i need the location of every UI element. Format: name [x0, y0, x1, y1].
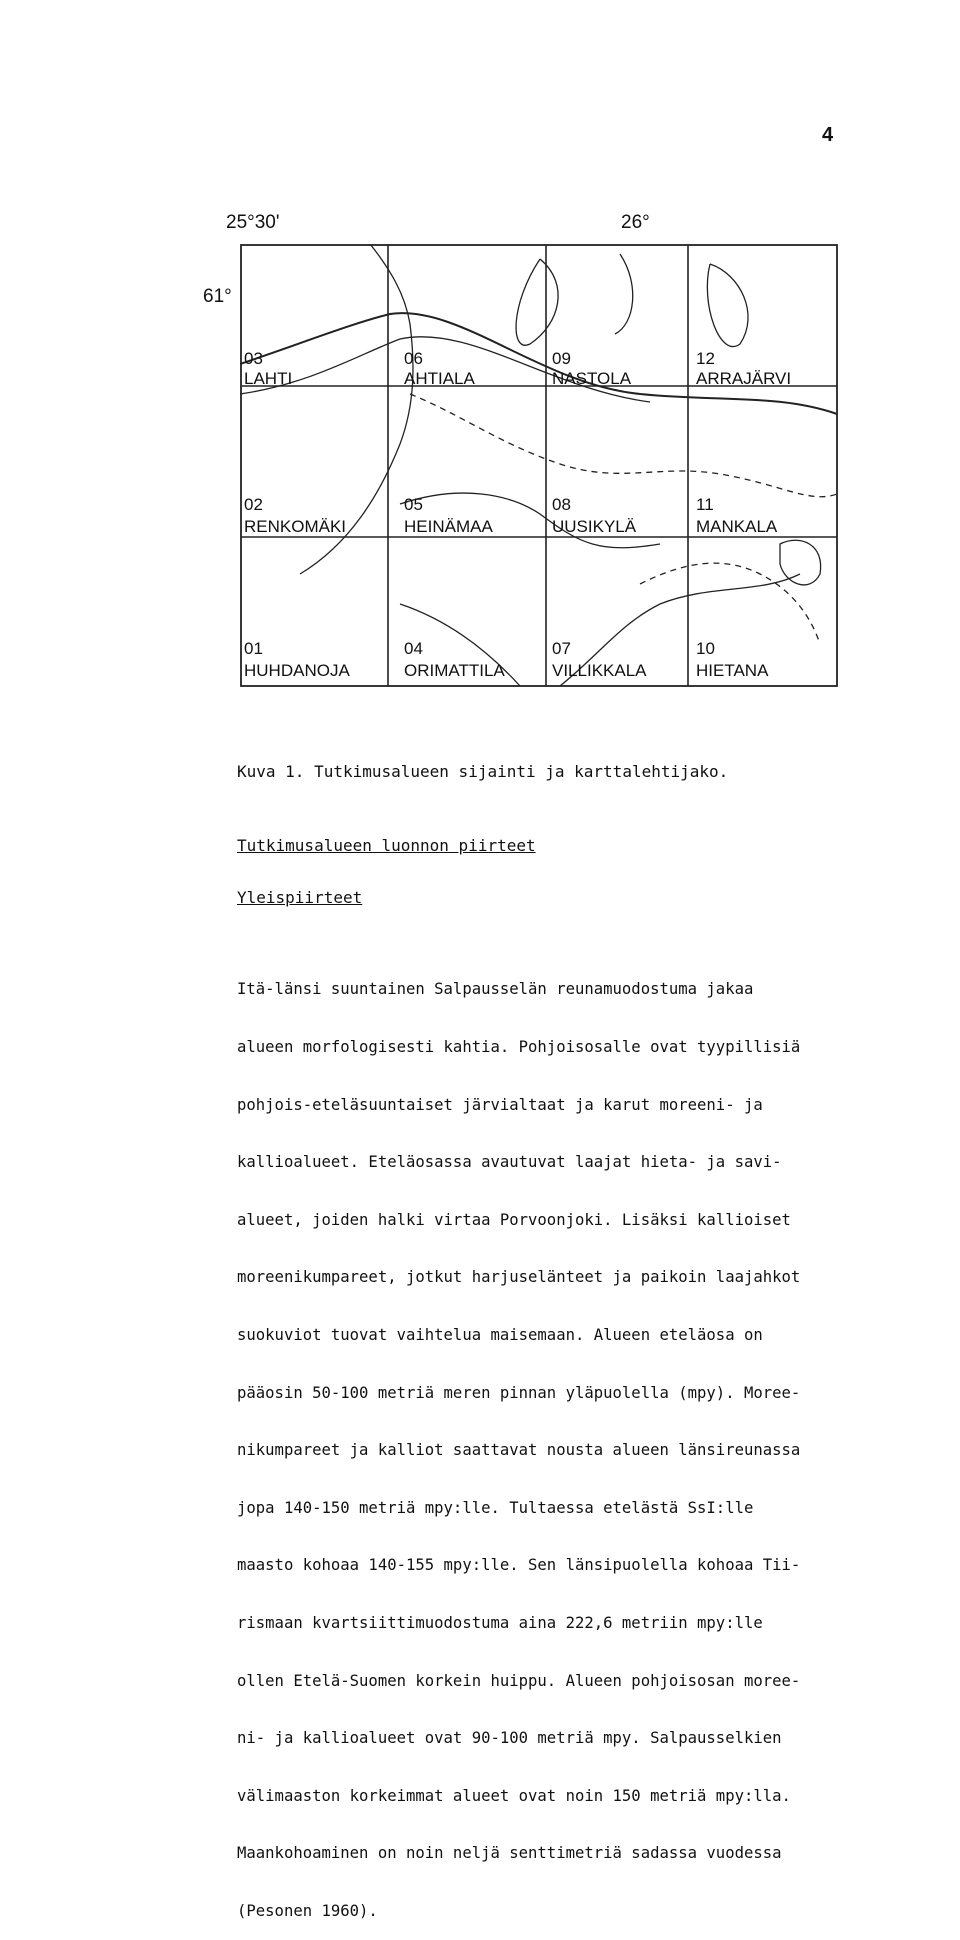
paragraph-line: nikumpareet ja kalliot saattavat nousta alueen länsireunassa [237, 1441, 801, 1460]
subsection-heading: Yleispiirteet [237, 888, 363, 907]
sheet-05-name: HEINÄMAA [404, 517, 493, 536]
paragraph-line: kallioalueet. Eteläosassa avautuvat laajat hieta- ja savi- [237, 1153, 782, 1172]
sheet-06-number: 06 [404, 349, 423, 368]
latitude-label: 61° [203, 286, 232, 307]
sheet-05-number: 05 [404, 495, 423, 514]
figure-caption: Kuva 1. Tutkimusalueen sijainti ja karttalehtijako. [237, 762, 729, 781]
paragraph-line: rismaan kvartsiittimuodostuma aina 222,6 metriin mpy:lle [237, 1613, 763, 1632]
paragraph-line: välimaaston korkeimmat alueet ovat noin 150 metriä mpy:lla. [237, 1786, 791, 1805]
paragraph-line: jopa 140-150 metriä mpy:lle. Tultaessa etelästä SsI:lle [237, 1498, 754, 1517]
sheet-12-number: 12 [696, 349, 715, 368]
sheet-06-name: AHTIALA [404, 369, 475, 388]
lake-outline [780, 540, 821, 585]
paragraph-line: maasto kohoaa 140-155 mpy:lle. Sen länsipuolella kohoaa Tii- [237, 1556, 801, 1575]
sheet-04-number: 04 [404, 639, 423, 658]
shoreline-1 [516, 259, 558, 345]
section-heading: Tutkimusalueen luonnon piirteet [237, 836, 536, 855]
paragraph-line: (Pesonen 1960). [237, 1901, 378, 1920]
paragraph-line: moreenikumpareet, jotkut harjuselänteet ja paikoin laajahkot [237, 1268, 801, 1287]
sheet-09-name: NASTOLA [552, 369, 632, 388]
sheet-01-name: HUHDANOJA [244, 661, 350, 680]
longitude-left-label: 25°30' [226, 212, 280, 233]
sheet-01-number: 01 [244, 639, 263, 658]
paragraph-line: ni- ja kallioalueet ovat 90-100 metriä mpy. Salpausselkien [237, 1729, 782, 1748]
paragraph-line: pääosin 50-100 metriä meren pinnan yläpuolella (mpy). Moree- [237, 1383, 801, 1402]
boundary-dashed-2 [640, 563, 820, 644]
sheet-03-number: 03 [244, 349, 263, 368]
longitude-right-label: 26° [621, 212, 650, 233]
paragraph-line: Maankohoaminen on noin neljä senttimetriä sadassa vuodessa [237, 1844, 782, 1863]
sheet-07-name: VILLIKKALA [552, 661, 647, 680]
sheet-11-number: 11 [696, 495, 714, 514]
body-paragraph [237, 942, 897, 1940]
paragraph-line: ollen Etelä-Suomen korkein huippu. Alueen pohjoisosan moree- [237, 1671, 801, 1690]
sheet-07-number: 07 [552, 639, 571, 658]
shoreline-3 [615, 254, 633, 334]
sheet-09-number: 09 [552, 349, 571, 368]
sheet-08-name: UUSIKYLÄ [552, 517, 637, 536]
paragraph-line: alueet, joiden halki virtaa Porvoonjoki. Lisäksi kallioiset [237, 1210, 791, 1229]
paragraph-line: Itä-länsi suuntainen Salpausselän reunamuodostuma jakaa [237, 980, 754, 999]
sheet-12-name: ARRAJÄRVI [696, 369, 792, 388]
sheet-02-number: 02 [244, 495, 263, 514]
shoreline-2 [707, 264, 748, 347]
paragraph-line: suokuviot tuovat vaihtelua maisemaan. Alueen eteläosa on [237, 1325, 763, 1344]
location-map [240, 244, 840, 688]
sheet-02-name: RENKOMÄKI [244, 517, 347, 536]
boundary-dashed [410, 394, 837, 497]
sheet-10-name: HIETANA [696, 661, 769, 680]
paragraph-line: alueen morfologisesti kahtia. Pohjoisosalle ovat tyypillisiä [237, 1038, 801, 1056]
sheet-10-number: 10 [696, 639, 715, 658]
sheet-04-name: ORIMATTILA [404, 661, 505, 680]
paragraph-line: pohjois-eteläsuuntaiset järvialtaat ja karut moreeni- ja [237, 1095, 763, 1114]
page-number: 4 [822, 124, 834, 146]
sheet-03-name: LAHTI [244, 369, 293, 388]
sheet-08-number: 08 [552, 495, 571, 514]
sheet-11-name: MANKALA [696, 517, 778, 536]
